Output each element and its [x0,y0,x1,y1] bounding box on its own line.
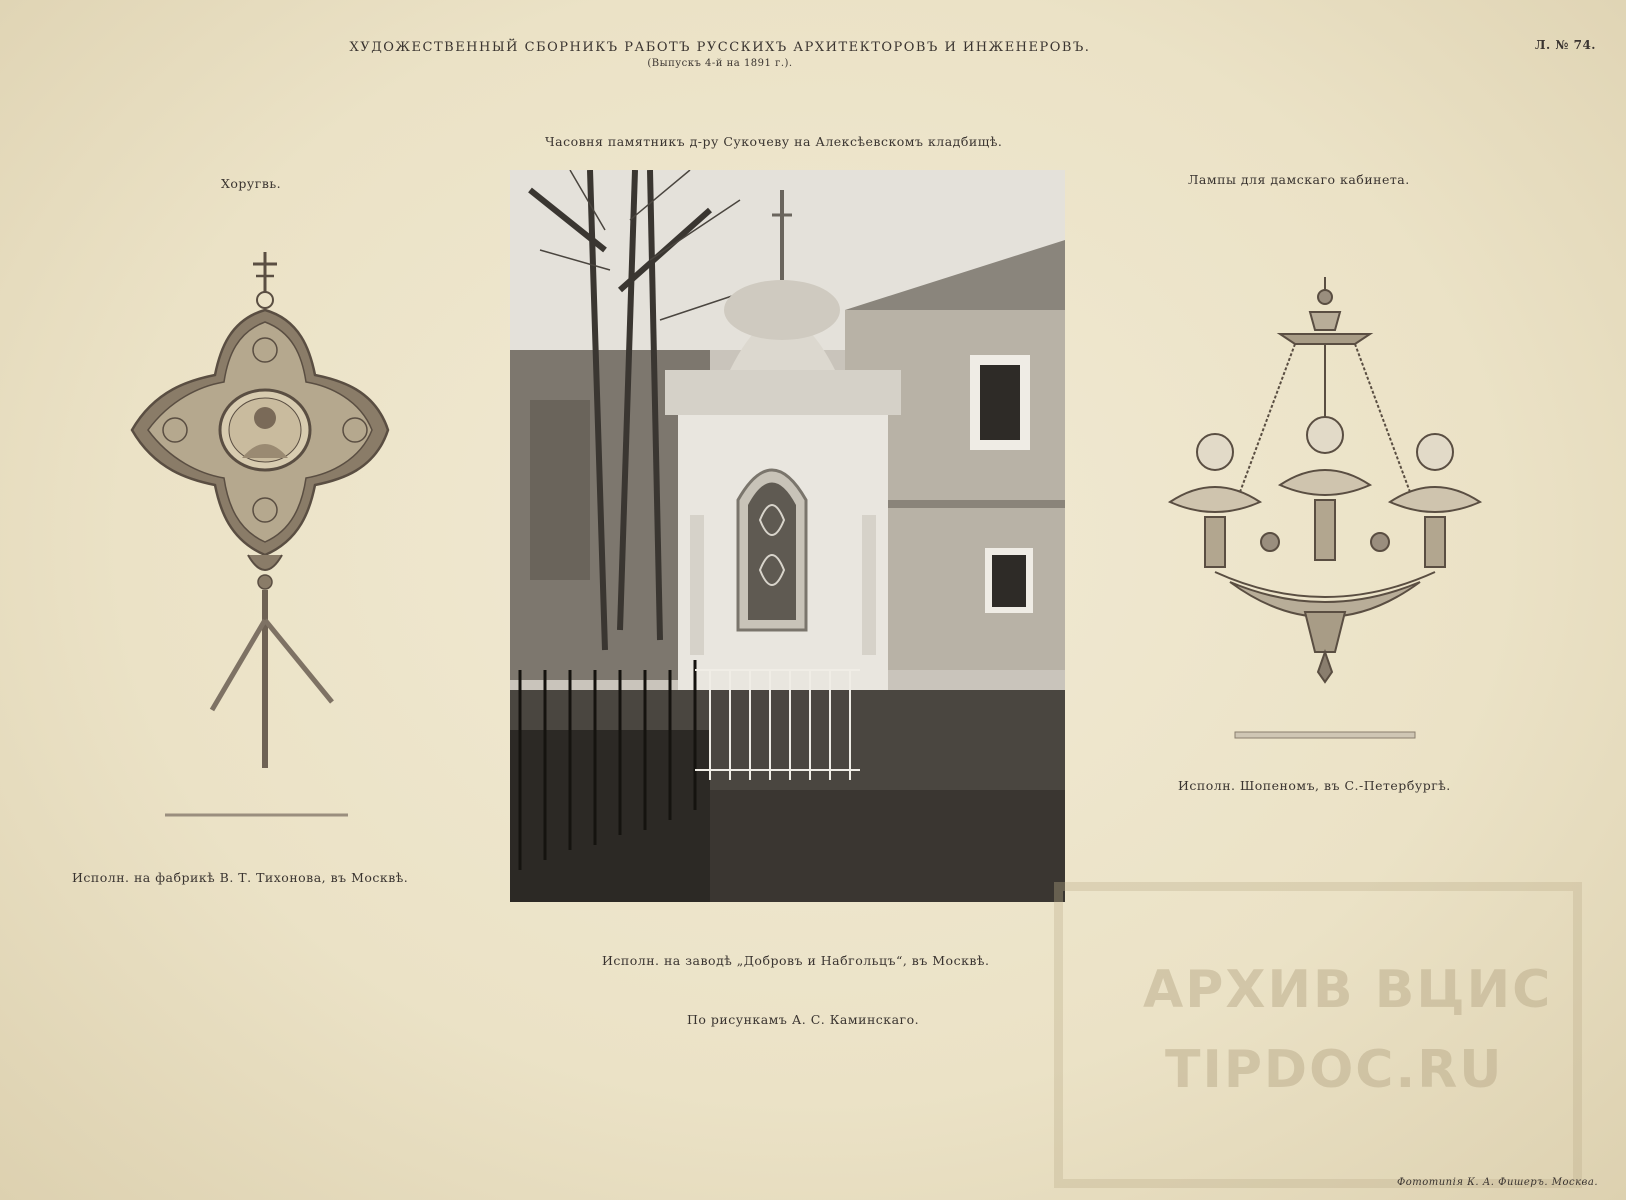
center-caption-design: По рисункамъ А. С. Каминскаго. [687,1012,920,1027]
lamp-illustration [1160,272,1490,742]
right-caption: Исполн. Шопеномъ, въ С.-Петербургѣ. [1178,778,1451,793]
document-subtitle: (Выпускъ 4-й на 1891 г.). [647,58,793,69]
center-title: Часовня памятникъ д-ру Сукочеву на Алексѣевскомъ кладбищѣ. [545,134,1003,149]
chapel-photograph [510,170,1065,902]
watermark-line-2: TIPDOC.RU [1165,1040,1504,1100]
khorugv-illustration [120,240,410,840]
left-title: Хоругвь. [221,176,282,191]
watermark-line-1: АРХИВ ВЦИС [1143,960,1553,1020]
right-title: Лампы для дамскаго кабинета. [1188,172,1410,187]
document-title: ХУДОЖЕСТВЕННЫЙ СБОРНИКЪ РАБОТЪ РУССКИХЪ АРХИТЕКТОРОВЪ И ИНЖЕНЕРОВЪ. [349,40,1091,55]
printer-imprint: Фототипія К. А. Фишеръ. Москва. [1396,1177,1598,1188]
watermark-frame [1054,882,1582,1188]
center-caption-maker: Исполн. на заводѣ „Добровъ и Набгольцъ“, въ Москвѣ. [602,953,990,968]
left-caption: Исполн. на фабрикѣ В. Т. Тихонова, въ Москвѣ. [72,870,409,885]
plate-number: Л. № 74. [1534,38,1596,52]
